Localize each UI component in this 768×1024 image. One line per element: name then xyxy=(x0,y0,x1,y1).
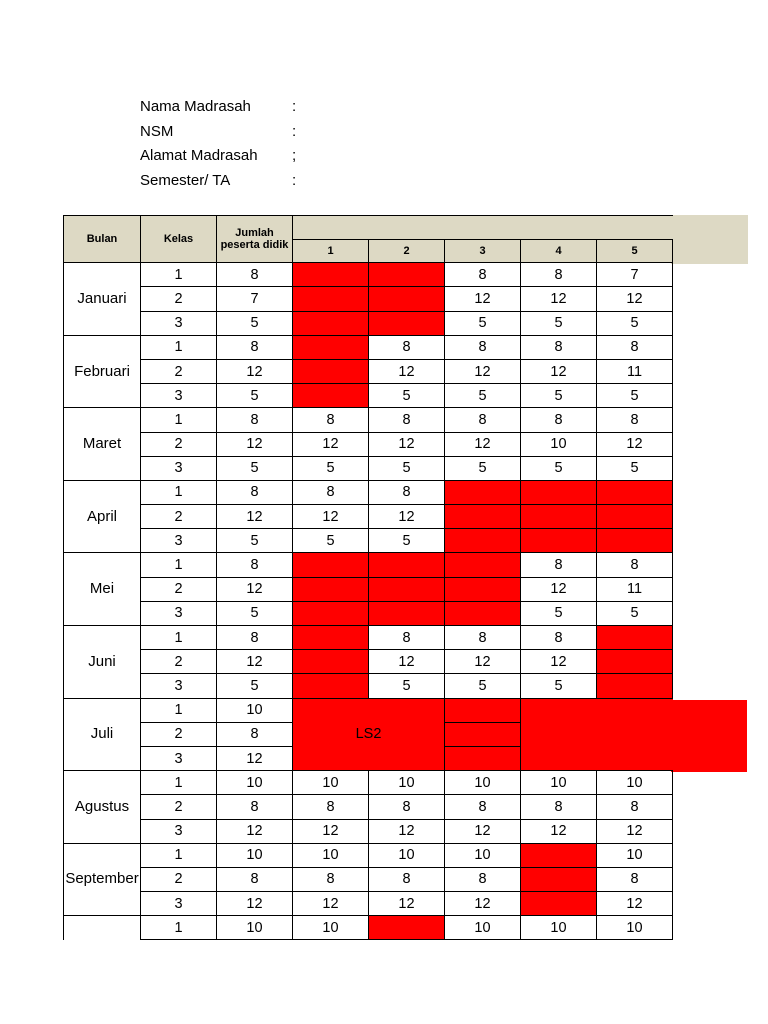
holiday-cell xyxy=(293,335,369,359)
table-row xyxy=(64,819,673,843)
attendance-cell: 10 xyxy=(293,916,369,940)
holiday-cell xyxy=(521,480,597,504)
attendance-cell: 8 xyxy=(369,408,445,432)
holiday-cell xyxy=(445,505,521,529)
attendance-cell: 8 xyxy=(445,795,521,819)
attendance-cell: 8 xyxy=(521,795,597,819)
week-number: 5 xyxy=(597,240,673,263)
attendance-cell: 5 xyxy=(369,384,445,408)
table-row xyxy=(64,505,673,529)
attendance-cell: 8 xyxy=(293,795,369,819)
holiday-cell xyxy=(369,916,445,940)
attendance-cell: 12 xyxy=(369,359,445,383)
field-separator: : xyxy=(292,98,297,115)
attendance-cell: 11 xyxy=(597,359,673,383)
attendance-cell: 5 xyxy=(521,384,597,408)
table-row xyxy=(64,456,673,480)
field-label: NSM xyxy=(140,122,174,140)
kelas-cell: 1 xyxy=(141,916,217,940)
kelas-cell: 1 xyxy=(141,408,217,432)
kelas-cell: 1 xyxy=(141,263,217,287)
week-number: 1 xyxy=(293,240,369,263)
field-separator: : xyxy=(292,171,297,189)
kelas-cell: 1 xyxy=(141,698,217,722)
table-row xyxy=(64,795,673,819)
table-row xyxy=(64,867,673,891)
holiday-cell xyxy=(293,650,369,674)
attendance-cell: 12 xyxy=(369,819,445,843)
attendance-cell: 5 xyxy=(521,311,597,335)
ls2-block: LS2 xyxy=(293,698,445,771)
attendance-cell: 10 xyxy=(445,916,521,940)
jumlah-cell: 12 xyxy=(217,892,293,916)
jumlah-cell: 8 xyxy=(217,408,293,432)
attendance-cell: 12 xyxy=(369,650,445,674)
week-number: 4 xyxy=(521,240,597,263)
attendance-cell: 5 xyxy=(597,384,673,408)
holiday-cell xyxy=(445,746,521,770)
attendance-cell: 5 xyxy=(597,456,673,480)
jumlah-cell: 12 xyxy=(217,359,293,383)
attendance-cell: 8 xyxy=(369,480,445,504)
jumlah-cell: 5 xyxy=(217,456,293,480)
attendance-cell: 12 xyxy=(293,892,369,916)
attendance-cell: 12 xyxy=(445,650,521,674)
holiday-cell xyxy=(369,601,445,625)
jumlah-cell: 8 xyxy=(217,335,293,359)
holiday-cell xyxy=(369,263,445,287)
attendance-cell: 8 xyxy=(597,335,673,359)
table-body xyxy=(64,216,673,940)
attendance-cell: 5 xyxy=(521,456,597,480)
holiday-cell xyxy=(521,843,597,867)
holiday-cell xyxy=(369,577,445,601)
col-kelas-header: Kelas xyxy=(141,216,217,263)
attendance-cell: 12 xyxy=(293,505,369,529)
attendance-cell: 8 xyxy=(597,408,673,432)
month-name: Mei xyxy=(64,553,141,626)
jumlah-cell: 5 xyxy=(217,601,293,625)
week-number: 2 xyxy=(369,240,445,263)
attendance-cell: 12 xyxy=(369,432,445,456)
jumlah-cell: 8 xyxy=(217,480,293,504)
attendance-cell: 7 xyxy=(597,263,673,287)
jumlah-cell: 12 xyxy=(217,819,293,843)
table-row xyxy=(64,384,673,408)
holiday-cell xyxy=(293,626,369,650)
attendance-cell: 12 xyxy=(445,892,521,916)
attendance-cell: 8 xyxy=(521,626,597,650)
attendance-cell: 8 xyxy=(521,335,597,359)
table-row xyxy=(64,650,673,674)
attendance-cell: 12 xyxy=(521,287,597,311)
attendance-cell: 5 xyxy=(369,674,445,698)
attendance-cell: 5 xyxy=(521,601,597,625)
attendance-cell: 12 xyxy=(293,819,369,843)
attendance-cell: 10 xyxy=(597,843,673,867)
attendance-cell: 12 xyxy=(521,819,597,843)
table-row xyxy=(64,892,673,916)
holiday-block-extension xyxy=(671,700,747,772)
holiday-cell xyxy=(521,892,597,916)
jumlah-cell: 10 xyxy=(217,698,293,722)
jumlah-cell: 12 xyxy=(217,577,293,601)
table-row xyxy=(64,432,673,456)
attendance-cell: 8 xyxy=(521,408,597,432)
attendance-cell: 5 xyxy=(293,456,369,480)
attendance-cell: 5 xyxy=(369,529,445,553)
field-separator: : xyxy=(292,122,297,140)
holiday-cell xyxy=(369,553,445,577)
attendance-cell: 5 xyxy=(369,456,445,480)
holiday-cell xyxy=(293,311,369,335)
attendance-cell: 8 xyxy=(293,408,369,432)
kelas-cell: 2 xyxy=(141,287,217,311)
col-bulan-header: Bulan xyxy=(64,216,141,263)
kelas-cell: 2 xyxy=(141,577,217,601)
field-label: Nama Madrasah xyxy=(140,98,251,115)
holiday-cell xyxy=(445,577,521,601)
attendance-cell: 8 xyxy=(445,408,521,432)
table-row xyxy=(64,577,673,601)
jumlah-cell: 5 xyxy=(217,674,293,698)
kelas-cell: 2 xyxy=(141,722,217,746)
kelas-cell: 2 xyxy=(141,505,217,529)
field-separator: ; xyxy=(292,147,297,164)
kelas-cell: 3 xyxy=(141,601,217,625)
holiday-cell xyxy=(293,553,369,577)
holiday-cell xyxy=(521,505,597,529)
attendance-cell: 12 xyxy=(445,287,521,311)
table-row xyxy=(64,359,673,383)
holiday-cell xyxy=(293,601,369,625)
field-label: Semester/ TA xyxy=(140,171,231,189)
attendance-cell: 12 xyxy=(521,359,597,383)
jumlah-cell: 8 xyxy=(217,795,293,819)
weeks-group-header xyxy=(293,216,673,240)
holiday-cell xyxy=(445,529,521,553)
attendance-cell: 10 xyxy=(521,771,597,795)
attendance-cell: 8 xyxy=(597,553,673,577)
table-header-row xyxy=(64,216,673,240)
kelas-cell: 3 xyxy=(141,746,217,770)
attendance-cell: 10 xyxy=(293,843,369,867)
attendance-cell: 5 xyxy=(521,674,597,698)
holiday-cell xyxy=(293,263,369,287)
jumlah-cell: 8 xyxy=(217,263,293,287)
table-row xyxy=(64,698,673,722)
holiday-cell xyxy=(597,674,673,698)
month-name: Agustus xyxy=(64,771,141,844)
kelas-cell: 2 xyxy=(141,650,217,674)
holiday-cell xyxy=(293,287,369,311)
attendance-cell: 8 xyxy=(521,263,597,287)
attendance-cell: 5 xyxy=(293,529,369,553)
attendance-cell: 12 xyxy=(521,650,597,674)
jumlah-cell: 12 xyxy=(217,505,293,529)
kelas-cell: 1 xyxy=(141,626,217,650)
holiday-cell xyxy=(369,311,445,335)
attendance-cell: 8 xyxy=(369,795,445,819)
holiday-cell xyxy=(445,698,521,722)
kelas-cell: 1 xyxy=(141,771,217,795)
holiday-cell xyxy=(293,384,369,408)
attendance-cell: 10 xyxy=(293,771,369,795)
attendance-cell: 10 xyxy=(445,843,521,867)
holiday-cell xyxy=(521,867,597,891)
table-row xyxy=(64,843,673,867)
kelas-cell: 2 xyxy=(141,359,217,383)
month-name: Februari xyxy=(64,335,141,408)
holiday-cell xyxy=(293,674,369,698)
jumlah-cell: 5 xyxy=(217,311,293,335)
attendance-cell: 12 xyxy=(597,287,673,311)
attendance-cell: 8 xyxy=(369,867,445,891)
attendance-cell: 8 xyxy=(521,553,597,577)
attendance-cell: 12 xyxy=(369,505,445,529)
month-name: Maret xyxy=(64,408,141,481)
table-row xyxy=(64,287,673,311)
table-row xyxy=(64,408,673,432)
header-fill-extension xyxy=(671,215,748,264)
holiday-block xyxy=(521,698,673,771)
attendance-cell: 8 xyxy=(369,626,445,650)
jumlah-cell: 8 xyxy=(217,867,293,891)
holiday-cell xyxy=(293,359,369,383)
jumlah-cell: 12 xyxy=(217,432,293,456)
holiday-cell xyxy=(521,529,597,553)
attendance-cell: 8 xyxy=(445,626,521,650)
attendance-cell: 5 xyxy=(445,456,521,480)
table-row xyxy=(64,626,673,650)
attendance-cell: 10 xyxy=(445,771,521,795)
kelas-cell: 1 xyxy=(141,843,217,867)
jumlah-cell: 10 xyxy=(217,843,293,867)
col-jumlah-header: Jumlah peserta didik xyxy=(217,216,293,263)
kelas-cell: 1 xyxy=(141,553,217,577)
kelas-cell: 3 xyxy=(141,892,217,916)
attendance-cell: 8 xyxy=(293,867,369,891)
table-row xyxy=(64,601,673,625)
attendance-cell: 5 xyxy=(597,311,673,335)
attendance-cell: 8 xyxy=(445,263,521,287)
jumlah-cell: 10 xyxy=(217,771,293,795)
month-name: September xyxy=(64,843,141,916)
attendance-cell: 12 xyxy=(293,432,369,456)
attendance-cell: 12 xyxy=(445,819,521,843)
attendance-cell: 8 xyxy=(597,867,673,891)
attendance-cell: 8 xyxy=(597,795,673,819)
attendance-cell: 5 xyxy=(445,384,521,408)
kelas-cell: 2 xyxy=(141,432,217,456)
holiday-cell xyxy=(597,626,673,650)
attendance-cell: 12 xyxy=(369,892,445,916)
holiday-cell xyxy=(597,505,673,529)
month-name xyxy=(64,916,141,940)
attendance-cell: 10 xyxy=(369,843,445,867)
attendance-cell: 10 xyxy=(521,432,597,456)
attendance-cell: 12 xyxy=(597,892,673,916)
kelas-cell: 3 xyxy=(141,529,217,553)
table-row xyxy=(64,263,673,287)
holiday-cell xyxy=(445,553,521,577)
month-name: April xyxy=(64,480,141,553)
kelas-cell: 2 xyxy=(141,795,217,819)
attendance-cell: 5 xyxy=(445,674,521,698)
jumlah-cell: 12 xyxy=(217,650,293,674)
attendance-cell: 10 xyxy=(369,771,445,795)
jumlah-cell: 8 xyxy=(217,553,293,577)
jumlah-cell: 12 xyxy=(217,746,293,770)
kelas-cell: 1 xyxy=(141,480,217,504)
kelas-cell: 3 xyxy=(141,456,217,480)
kelas-cell: 2 xyxy=(141,867,217,891)
attendance-cell: 12 xyxy=(597,432,673,456)
attendance-cell: 8 xyxy=(445,335,521,359)
kelas-cell: 3 xyxy=(141,674,217,698)
attendance-cell: 10 xyxy=(597,771,673,795)
jumlah-cell: 5 xyxy=(217,529,293,553)
week-number: 3 xyxy=(445,240,521,263)
holiday-cell xyxy=(597,529,673,553)
holiday-cell xyxy=(597,650,673,674)
kelas-cell: 3 xyxy=(141,384,217,408)
jumlah-cell: 8 xyxy=(217,626,293,650)
holiday-cell xyxy=(369,287,445,311)
attendance-table xyxy=(63,215,673,940)
month-name: Juli xyxy=(64,698,141,771)
attendance-cell: 12 xyxy=(521,577,597,601)
attendance-cell: 8 xyxy=(369,335,445,359)
holiday-cell xyxy=(445,480,521,504)
attendance-cell: 12 xyxy=(445,432,521,456)
field-label: Alamat Madrasah xyxy=(140,147,258,164)
jumlah-cell: 5 xyxy=(217,384,293,408)
attendance-cell: 5 xyxy=(597,601,673,625)
holiday-cell xyxy=(597,480,673,504)
kelas-cell: 1 xyxy=(141,335,217,359)
month-name: Januari xyxy=(64,263,141,336)
jumlah-cell: 7 xyxy=(217,287,293,311)
holiday-cell xyxy=(293,577,369,601)
holiday-cell xyxy=(445,601,521,625)
attendance-cell: 8 xyxy=(445,867,521,891)
attendance-cell: 12 xyxy=(445,359,521,383)
jumlah-cell: 10 xyxy=(217,916,293,940)
attendance-cell: 12 xyxy=(597,819,673,843)
table-row xyxy=(64,529,673,553)
attendance-cell: 11 xyxy=(597,577,673,601)
attendance-cell: 10 xyxy=(521,916,597,940)
jumlah-cell: 8 xyxy=(217,722,293,746)
table-row xyxy=(64,771,673,795)
table-row xyxy=(64,674,673,698)
attendance-cell: 8 xyxy=(293,480,369,504)
kelas-cell: 3 xyxy=(141,819,217,843)
table-row xyxy=(64,553,673,577)
table-row xyxy=(64,311,673,335)
attendance-cell: 5 xyxy=(445,311,521,335)
table-row xyxy=(64,480,673,504)
table-row xyxy=(64,916,673,940)
month-name: Juni xyxy=(64,626,141,699)
kelas-cell: 3 xyxy=(141,311,217,335)
holiday-cell xyxy=(445,722,521,746)
table-row xyxy=(64,335,673,359)
attendance-cell: 10 xyxy=(597,916,673,940)
